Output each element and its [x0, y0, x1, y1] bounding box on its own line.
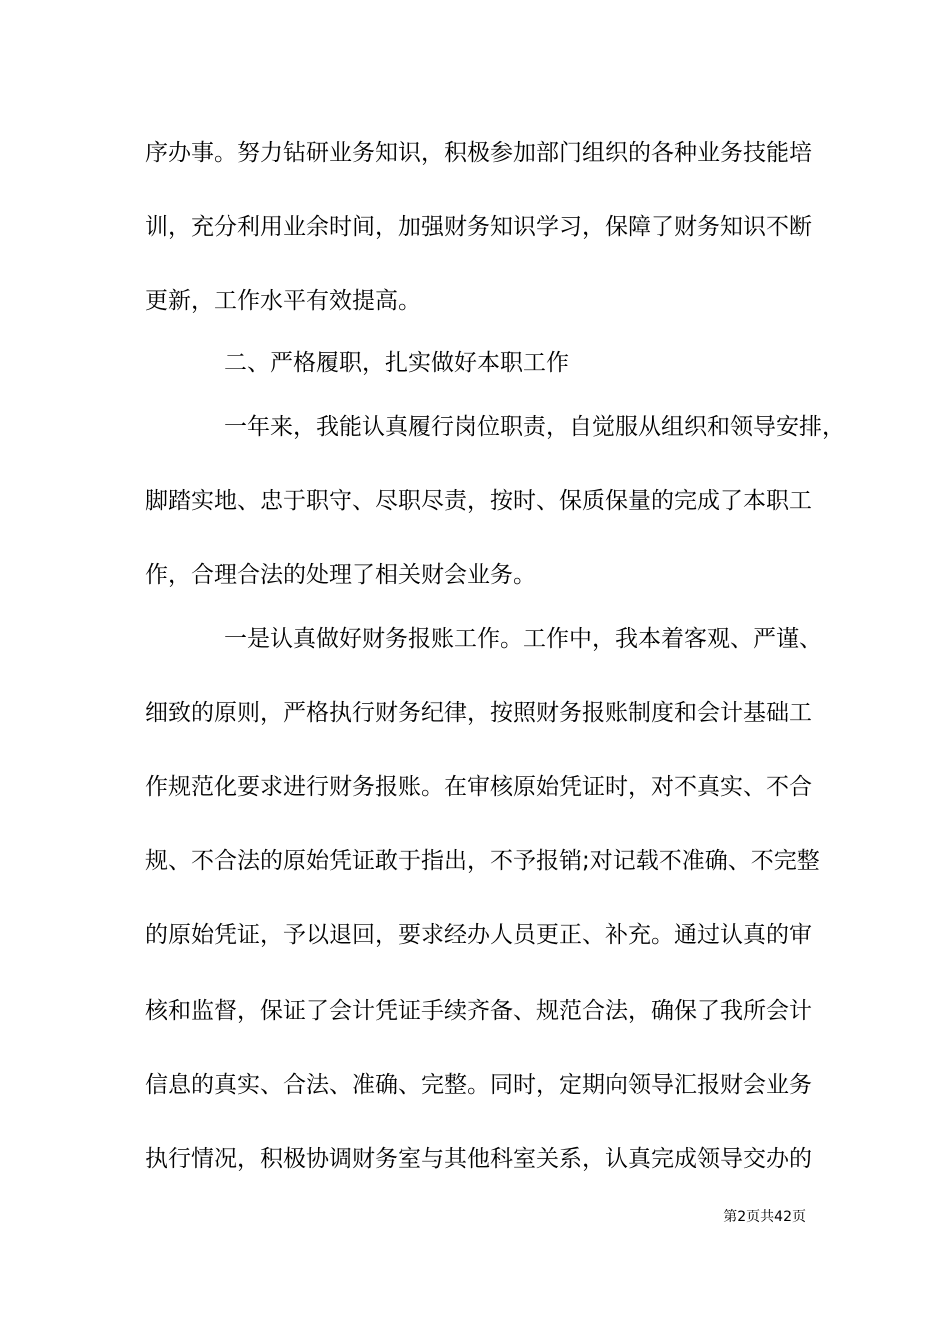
section-heading: 二、严格履职，扎实做好本职工作 [224, 350, 569, 376]
body-text-line: 一年来，我能认真履行岗位职责，自觉服从组织和领导安排， [224, 414, 845, 440]
body-text-line: 一是认真做好财务报账工作。工作中，我本着客观、严谨、 [224, 626, 822, 652]
body-text-line: 执行情况，积极协调财务室与其他科室关系，认真完成领导交办的 [145, 1146, 812, 1172]
body-text-line: 作规范化要求进行财务报账。在审核原始凭证时，对不真实、不合 [145, 774, 812, 800]
page-number-footer: 第2页共42页 [723, 1209, 806, 1225]
body-text-line: 核和监督，保证了会计凭证手续齐备、规范合法，确保了我所会计 [145, 998, 812, 1024]
body-text-line: 训，充分利用业余时间，加强财务知识学习，保障了财务知识不断 [145, 214, 812, 240]
body-text-line: 脚踏实地、忠于职守、尽职尽责，按时、保质保量的完成了本职工 [145, 488, 812, 514]
body-text-line: 的原始凭证，予以退回，要求经办人员更正、补充。通过认真的审 [145, 922, 812, 948]
body-text-line: 细致的原则，严格执行财务纪律，按照财务报账制度和会计基础工 [145, 700, 812, 726]
body-text-line: 序办事。努力钻研业务知识，积极参加部门组织的各种业务技能培 [145, 140, 812, 166]
body-text-line: 规、不合法的原始凭证敢于指出，不予报销;对记载不准确、不完整 [145, 848, 820, 874]
body-text-line: 更新，工作水平有效提高。 [145, 288, 421, 314]
body-text-line: 作，合理合法的处理了相关财会业务。 [145, 562, 536, 588]
body-text-line: 信息的真实、合法、准确、完整。同时，定期向领导汇报财会业务 [145, 1072, 812, 1098]
